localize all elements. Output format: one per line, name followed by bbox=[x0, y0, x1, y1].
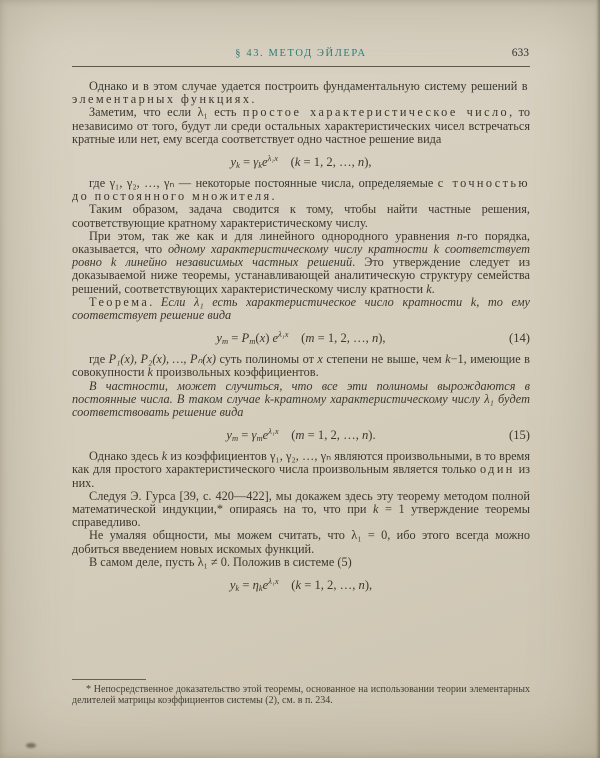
equation-number: (14) bbox=[509, 331, 530, 346]
paragraph: В частности, может случиться, что все эти полиномы вырождаются в постоянные числа. В таком случае k-кратному характеристическому числу λ₁ будет соответствовать решение вида bbox=[72, 378, 530, 420]
paragraph-theorem: Теорема. Если λ₁ есть характеристическое число кратности k, то ему соответствует решение вида bbox=[72, 294, 530, 323]
scan-smudge bbox=[26, 743, 36, 748]
display-formula bbox=[72, 146, 530, 177]
formula-expression: $y_k = \gamma_ke^{\lambda_1x}$ (k = 1, 2, …, n), bbox=[230, 153, 372, 171]
body-text bbox=[72, 80, 530, 600]
formula-expression: $y_m = \gamma_me^{\lambda_1x}$ (m = 1, 2, …, n). bbox=[226, 426, 376, 444]
paragraph: где γ₁, γ₂, …, γₙ — некоторые постоянные числа, определяемые с точностью до постоянного множителя. bbox=[72, 176, 530, 204]
header-rule bbox=[72, 66, 530, 67]
paragraph: При этом, так же как и для линейного однородного уравнения n-го порядка, оказывается, что одному характеристическому числу кратности k соответствует ровно k линейно независимых частных решений. Это утверждение следует из доказываемой ниже теоремы, устанавливающей аналитическую структуру семейства решений, соответствующих характеристическому числу кратности k. bbox=[72, 228, 531, 296]
equation-number: (15) bbox=[509, 428, 530, 443]
footnote-rule bbox=[72, 679, 146, 680]
paragraph: Однако и в этом случае удается построить фундаментальную систему решений в элементарных функциях. bbox=[72, 79, 530, 107]
footnote-text: * Непосредственное доказательство этой теоремы, основанное на использовании теории элементарных делителей матрицы коэффициентов системы (2), см. в п. 234. bbox=[72, 684, 530, 707]
paragraph: Следуя Э. Гурса [39, с. 420—422], мы докажем здесь эту теорему методом полной математической индукции,* опираясь на то, что при k = 1 утверждение теоремы справедливо. bbox=[72, 488, 530, 530]
section-title: § 43. МЕТОД ЭЙЛЕРА bbox=[235, 48, 367, 59]
footnote bbox=[72, 679, 530, 707]
paragraph: Однако здесь k из коэффициентов γ₁, γ₂, …, γₙ являются произвольными, в то время как для простого характеристического числа произвольным является только один из них. bbox=[72, 449, 531, 490]
formula-expression: $y_m = P_m(x)$ $e^{\lambda_1x}$ (m = 1, 2, …, n), bbox=[216, 329, 386, 347]
text-column bbox=[72, 48, 530, 600]
formula-expression: $y_k = \eta_ke^{\lambda_1x}$ (k = 1, 2, …, n), bbox=[229, 576, 373, 594]
display-formula bbox=[72, 569, 530, 600]
page-number: 633 bbox=[511, 47, 529, 59]
paragraph: Не умаляя общности, мы можем считать, что λ₁ = 0, ибо этого всегда можно добиться введением новых искомых функций. bbox=[72, 528, 530, 556]
paragraph: Таким образом, задача сводится к тому, чтобы найти частные решения, соответствующие кратному характеристическому числу. bbox=[72, 202, 530, 230]
display-formula bbox=[72, 419, 530, 450]
paragraph: Заметим, что если λ₁ есть простое характеристическое число, то независимо от того, будут ли среди остальных характеристических чисел встречаться кратные или нет, ему всегда соответствует одно частное решение вида bbox=[72, 105, 530, 146]
display-formula bbox=[72, 322, 530, 353]
paragraph: где P₁(x), P₂(x), …, Pₙ(x) суть полиномы от x степени не выше, чем k−1, имеющие в совокупности k произвольных коэффициентов. bbox=[72, 352, 530, 380]
paragraph: В самом деле, пусть λ₁ ≠ 0. Положив в системе (5) bbox=[89, 554, 352, 569]
running-head bbox=[72, 48, 530, 63]
